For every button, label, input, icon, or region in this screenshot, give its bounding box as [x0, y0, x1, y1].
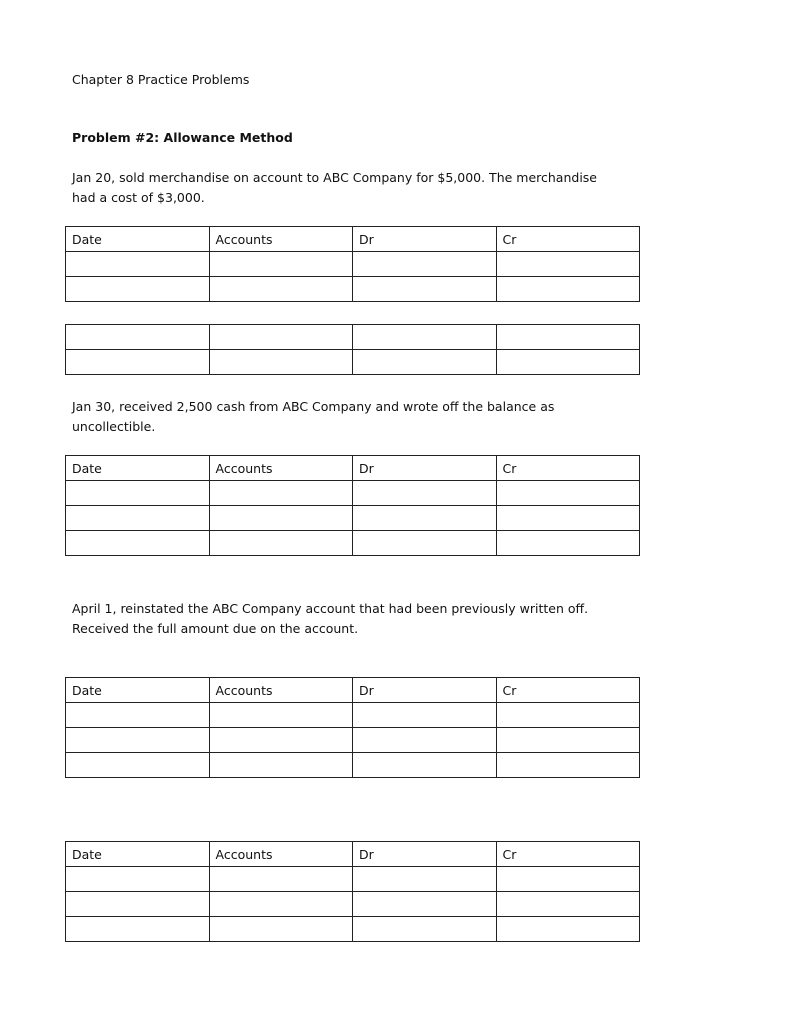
- table-row: [66, 506, 640, 531]
- table-row: [66, 350, 640, 375]
- date-cell[interactable]: [66, 506, 210, 531]
- accounts-cell[interactable]: [209, 703, 353, 728]
- dr-cell[interactable]: [353, 867, 497, 892]
- table-row: [66, 753, 640, 778]
- cr-cell[interactable]: [496, 728, 640, 753]
- jan20-instruction: Jan 20, sold merchandise on account to ABC Company for $5,000. The merchandise had a cost of $3,000.: [72, 170, 597, 205]
- accounts-cell[interactable]: [209, 325, 353, 350]
- journal-table-jan20-cost: [65, 324, 640, 375]
- jan30-instruction: Jan 30, received 2,500 cash from ABC Company and wrote off the balance as uncollectible.: [72, 399, 555, 434]
- cr-cell[interactable]: [496, 325, 640, 350]
- table-header-row: [66, 227, 640, 252]
- dr-cell[interactable]: [353, 481, 497, 506]
- header-accounts: Accounts: [209, 227, 353, 252]
- header-cr: Cr: [496, 227, 640, 252]
- accounts-cell[interactable]: [209, 728, 353, 753]
- accounts-cell[interactable]: [209, 867, 353, 892]
- cr-cell[interactable]: [496, 277, 640, 302]
- dr-cell[interactable]: [353, 277, 497, 302]
- header-cr: Cr: [496, 456, 640, 481]
- header-cr: Cr: [496, 842, 640, 867]
- apr1-line-1: April 1, reinstated the ABC Company account that had been previously written off.: [72, 601, 589, 616]
- dr-cell[interactable]: [353, 252, 497, 277]
- dr-cell[interactable]: [353, 703, 497, 728]
- date-cell[interactable]: [66, 481, 210, 506]
- cr-cell[interactable]: [496, 703, 640, 728]
- date-cell[interactable]: [66, 277, 210, 302]
- table-row: [66, 277, 640, 302]
- table-row: [66, 703, 640, 728]
- date-cell[interactable]: [66, 728, 210, 753]
- header-dr: Dr: [353, 678, 497, 703]
- header-date: Date: [66, 456, 210, 481]
- cr-cell[interactable]: [496, 506, 640, 531]
- dr-cell[interactable]: [353, 917, 497, 942]
- date-cell[interactable]: [66, 917, 210, 942]
- dr-cell[interactable]: [353, 728, 497, 753]
- accounts-cell[interactable]: [209, 481, 353, 506]
- cr-cell[interactable]: [496, 350, 640, 375]
- date-cell[interactable]: [66, 892, 210, 917]
- dr-cell[interactable]: [353, 753, 497, 778]
- journal-table-apr1-collection: [65, 841, 640, 942]
- journal-table-jan30: [65, 455, 640, 556]
- header-cr: Cr: [496, 678, 640, 703]
- header-date: Date: [66, 678, 210, 703]
- accounts-cell[interactable]: [209, 350, 353, 375]
- table-row: [66, 867, 640, 892]
- dr-cell[interactable]: [353, 531, 497, 556]
- apr1-instruction: [72, 599, 612, 639]
- accounts-cell[interactable]: [209, 506, 353, 531]
- problem-heading: Problem #2: Allowance Method: [72, 130, 293, 145]
- accounts-cell[interactable]: [209, 753, 353, 778]
- table-row: [66, 531, 640, 556]
- cr-cell[interactable]: [496, 252, 640, 277]
- table-header-row: [66, 842, 640, 867]
- table-row: [66, 325, 640, 350]
- cr-cell[interactable]: [496, 867, 640, 892]
- cr-cell[interactable]: [496, 531, 640, 556]
- accounts-cell[interactable]: [209, 531, 353, 556]
- date-cell[interactable]: [66, 531, 210, 556]
- dr-cell[interactable]: [353, 892, 497, 917]
- accounts-cell[interactable]: [209, 277, 353, 302]
- header-accounts: Accounts: [209, 456, 353, 481]
- table-header-row: [66, 678, 640, 703]
- header-accounts: Accounts: [209, 842, 353, 867]
- date-cell[interactable]: [66, 753, 210, 778]
- dr-cell[interactable]: [353, 350, 497, 375]
- dr-cell[interactable]: [353, 506, 497, 531]
- date-cell[interactable]: [66, 350, 210, 375]
- table-row: [66, 252, 640, 277]
- cr-cell[interactable]: [496, 753, 640, 778]
- accounts-cell[interactable]: [209, 892, 353, 917]
- journal-table-jan20: [65, 226, 640, 302]
- table-header-row: [66, 456, 640, 481]
- header-dr: Dr: [353, 227, 497, 252]
- cr-cell[interactable]: [496, 481, 640, 506]
- accounts-cell[interactable]: [209, 917, 353, 942]
- dr-cell[interactable]: [353, 325, 497, 350]
- page-title: Chapter 8 Practice Problems: [72, 72, 250, 87]
- cr-cell[interactable]: [496, 917, 640, 942]
- header-accounts: Accounts: [209, 678, 353, 703]
- date-cell[interactable]: [66, 703, 210, 728]
- cr-cell[interactable]: [496, 892, 640, 917]
- table-row: [66, 917, 640, 942]
- journal-table-apr1-reinstate: [65, 677, 640, 778]
- header-dr: Dr: [353, 456, 497, 481]
- header-dr: Dr: [353, 842, 497, 867]
- date-cell[interactable]: [66, 867, 210, 892]
- table-row: [66, 481, 640, 506]
- date-cell[interactable]: [66, 252, 210, 277]
- header-date: Date: [66, 227, 210, 252]
- date-cell[interactable]: [66, 325, 210, 350]
- accounts-cell[interactable]: [209, 252, 353, 277]
- apr1-line-2: Received the full amount due on the account.: [72, 621, 359, 636]
- table-row: [66, 728, 640, 753]
- header-date: Date: [66, 842, 210, 867]
- table-row: [66, 892, 640, 917]
